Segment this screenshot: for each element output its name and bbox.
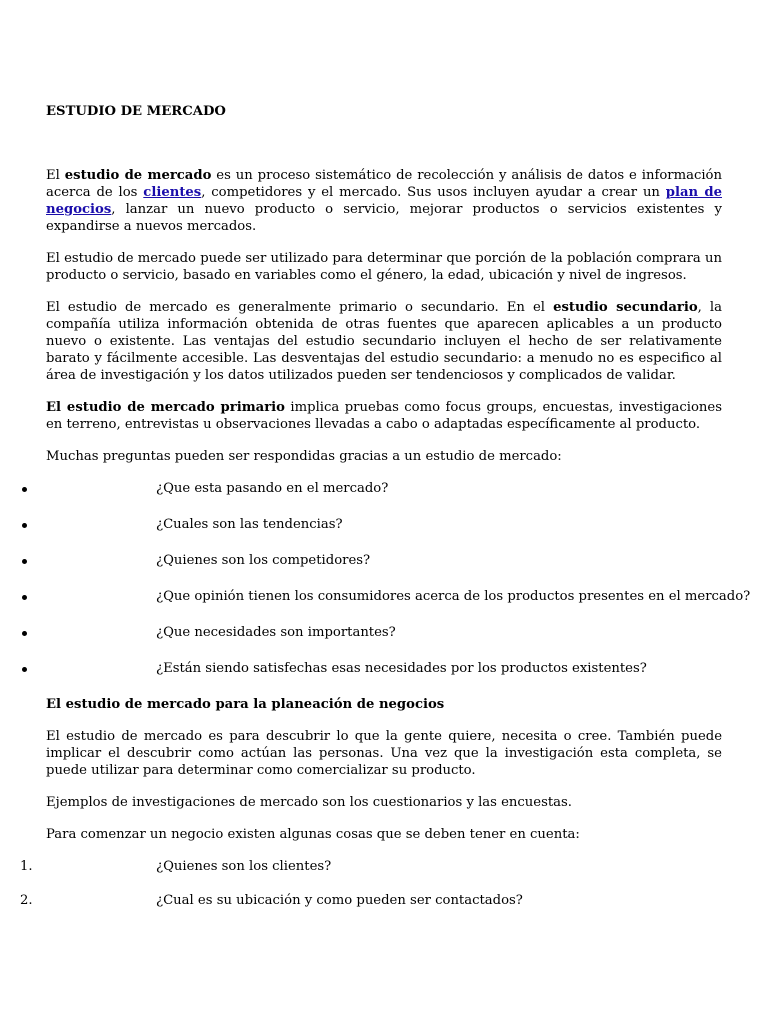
- paragraph-usage: El estudio de mercado puede ser utilizado para determinar que porción de la población comprara un producto o servicio, basado en variables como el género, la edad, ubicación y nivel de ingresos.: [46, 251, 722, 283]
- bullet-icon: [20, 624, 44, 641]
- list-item: [46, 588, 751, 607]
- bullet-icon: [20, 552, 44, 569]
- bold-term: estudio de mercado: [64, 168, 212, 183]
- text-span: es un proceso sistemático de recolección y análisis de datos e información acerca de los: [46, 168, 722, 200]
- list-item: [46, 552, 722, 571]
- bullet-icon: [20, 588, 44, 605]
- list-item-text: ¿Que opinión tienen los consumidores acerca de los productos presentes en el mercado?: [156, 589, 751, 604]
- bullet-icon: [20, 516, 44, 533]
- bullet-list: [46, 480, 751, 679]
- list-item-text: ¿Que necesidades son importantes?: [156, 625, 396, 640]
- link-plan-de-negocios[interactable]: plan de negocios: [46, 185, 722, 217]
- list-item-text: ¿Quienes son los competidores?: [156, 553, 371, 568]
- link-clientes[interactable]: clientes: [143, 185, 202, 200]
- list-item-text: ¿Quienes son los clientes?: [156, 859, 332, 874]
- paragraph-discover: El estudio de mercado es para descubrir lo que la gente quiere, necesita o cree. También puede implicar el descubrir como actúan las personas. Una vez que la investigación esta completa, se puede utilizar para determinar como comercializar su producto.: [46, 729, 722, 778]
- list-number: 1.: [20, 859, 33, 874]
- numbered-list: [20, 858, 722, 911]
- list-item: [46, 516, 722, 535]
- list-item-text: ¿Cual es su ubicación y como pueden ser contactados?: [156, 893, 523, 908]
- bold-term: estudio secundario: [553, 300, 698, 315]
- text-span: implica pruebas como focus groups, encuestas, investigaciones en terreno, entrevistas u observaciones llevadas a cabo o adaptadas específicamente al producto.: [46, 400, 722, 432]
- text-span: , lanzar un nuevo producto o servicio, mejorar productos o servicios existentes y expandirse a nuevos mercados.: [46, 202, 722, 234]
- paragraph-intro: [46, 167, 722, 235]
- paragraph-questions-intro: Muchas preguntas pueden ser respondidas gracias a un estudio de mercado:: [46, 449, 562, 464]
- bullet-icon: [20, 660, 44, 677]
- bold-term: El estudio de mercado primario: [46, 400, 285, 415]
- text-span: , competidores y el mercado. Sus usos incluyen ayudar a crear un: [201, 185, 666, 200]
- text-span: El: [46, 168, 65, 183]
- list-item: [46, 624, 722, 643]
- list-item-text: ¿Que esta pasando en el mercado?: [156, 481, 389, 496]
- paragraph-examples: Ejemplos de investigaciones de mercado son los cuestionarios y las encuestas.: [46, 795, 572, 810]
- paragraph-primary-study: [46, 399, 722, 433]
- section-heading: El estudio de mercado para la planeación de negocios: [46, 697, 445, 712]
- list-item: [46, 660, 722, 679]
- document-body: [20, 103, 751, 926]
- list-number: 2.: [20, 893, 33, 908]
- list-item: [20, 892, 722, 911]
- list-item: [20, 858, 722, 877]
- list-item-text: ¿Están siendo satisfechas esas necesidades por los productos existentes?: [156, 661, 647, 676]
- bullet-icon: [20, 480, 44, 497]
- paragraph-start-business: Para comenzar un negocio existen algunas cosas que se deben tener en cuenta:: [46, 827, 580, 842]
- paragraph-primary-secondary: [46, 299, 722, 384]
- text-span: El estudio de mercado es generalmente primario o secundario. En el: [46, 300, 554, 315]
- document-title: ESTUDIO DE MERCADO: [46, 104, 226, 119]
- text-span: , la compañía utiliza información obtenida de otras fuentes que aparecen aplicables a un producto nuevo o existente. Las ventajas del estudio secundario incluyen el hecho de ser relativamente barato y fácilmente accesible. Las desventajas del estudio secundario: a menudo no es especifico al área de investigación y los datos utilizados pueden ser tendenciosos y complicados de validar.: [46, 300, 723, 383]
- list-item: [46, 480, 722, 499]
- list-item-text: ¿Cuales son las tendencias?: [156, 517, 343, 532]
